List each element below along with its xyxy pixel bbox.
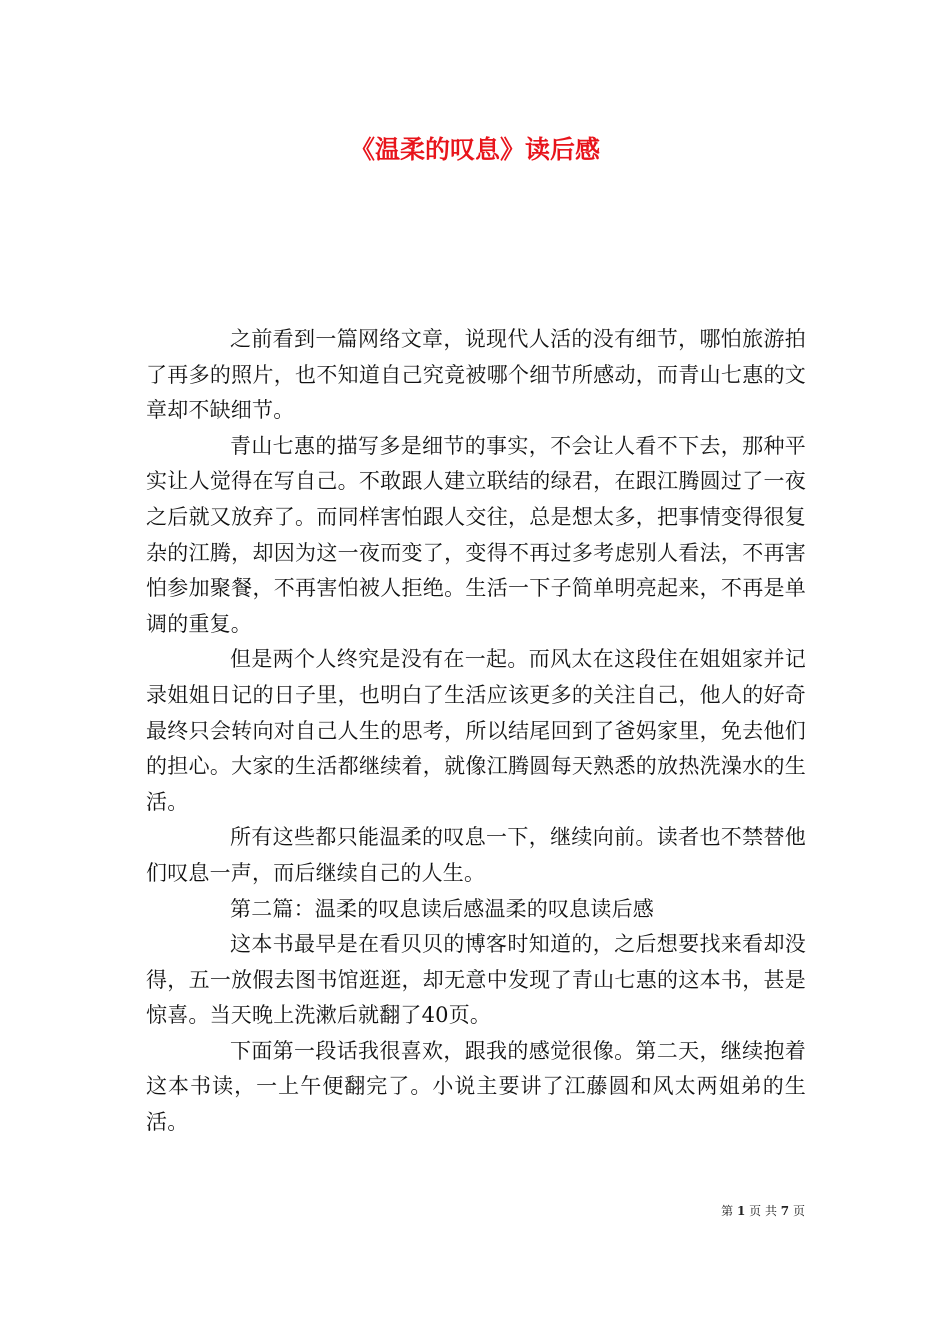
paragraph: 所有这些都只能温柔的叹息一下，继续向前。读者也不禁替他们叹息一声，而后继续自己的人生。: [146, 825, 806, 885]
paragraph: 之前看到一篇网络文章，说现代人活的没有细节，哪怕旅游拍了再多的照片，也不知道自己究竟被哪个细节所感动，而青山七惠的文章却不缺细节。: [146, 327, 806, 423]
document-title: 《温柔的叹息》读后感: [349, 135, 600, 164]
paragraph: 但是两个人终究是没有在一起。而风太在这段住在姐姐家并记录姐姐日记的日子里，也明白了生活应该更多的关注自己，他人的好奇最终只会转向对自己人生的思考，所以结尾回到了爸妈家里，免去他们的担心。大家的生活都继续着，就像江腾圆每天熟悉的放热洗澡水的生活。: [146, 647, 806, 814]
footer-total-pages: 7: [780, 1204, 790, 1218]
footer-prefix: 第: [721, 1204, 734, 1218]
footer-current-page: 1: [736, 1204, 746, 1218]
section-heading: 第二篇：温柔的叹息读后感温柔的叹息读后感: [230, 896, 654, 921]
paragraph: 这本书最早是在看贝贝的博客时知道的，之后想要找来看却没得，五一放假去图书馆逛逛，却无意中发现了青山七惠的这本书，甚是惊喜。当天晚上洗漱后就翻了40页。: [146, 932, 806, 1028]
page-footer: [721, 1202, 805, 1219]
document-body: [146, 322, 806, 1141]
footer-middle: 页 共: [749, 1204, 777, 1218]
footer-suffix: 页: [792, 1204, 805, 1218]
paragraph: 青山七惠的描写多是细节的事实，不会让人看不下去，那种平实让人觉得在写自己。不敢跟人建立联结的绿君，在跟江腾圆过了一夜之后就又放弃了。而同样害怕跟人交往，总是想太多，把事情变得很复杂的江腾，却因为这一夜而变了，变得不再过多考虑别人看法，不再害怕参加聚餐，不再害怕被人拒绝。生活一下子简单明亮起来，不再是单调的重复。: [146, 433, 806, 636]
paragraph: 下面第一段话我很喜欢，跟我的感觉很像。第二天，继续抱着这本书读，一上午便翻完了。小说主要讲了江藤圆和风太两姐弟的生活。: [146, 1038, 806, 1135]
